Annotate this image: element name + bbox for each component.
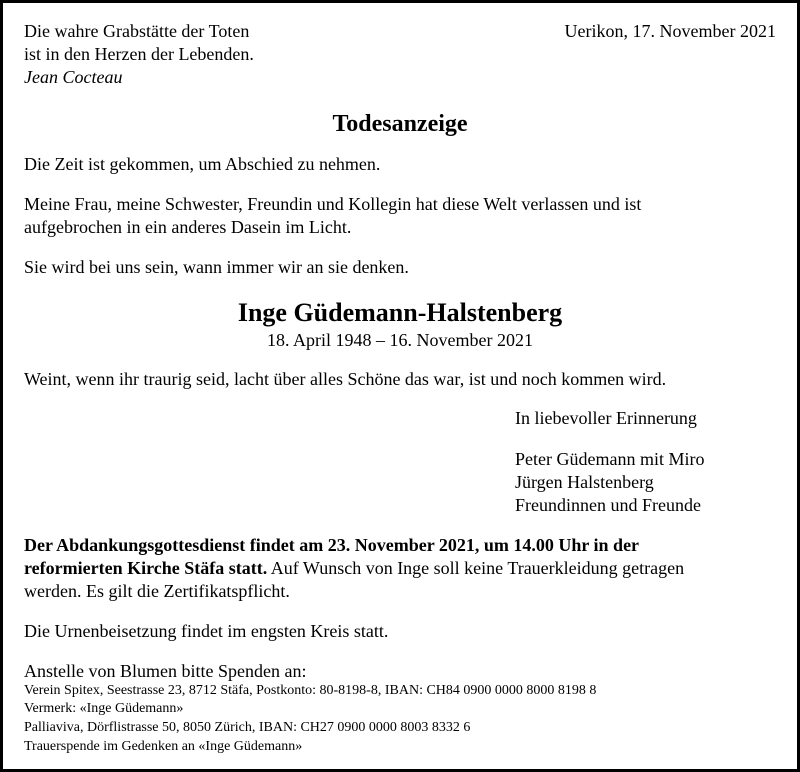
intro-paragraph-2-line-1: Meine Frau, meine Schwester, Freundin und Kollegin hat diese Welt verlassen und ist	[24, 194, 642, 214]
service-line-2	[24, 557, 684, 579]
intro-paragraph-2-line-2: aufgebrochen in ein anderes Dasein im Licht.	[24, 217, 352, 237]
donation-line-4: Trauerspende im Gedenken an «Inge Güdemann»	[24, 739, 303, 754]
deceased-dates: 18. April 1948 – 16. November 2021	[267, 330, 533, 350]
memory-line: In liebevoller Erinnerung	[515, 408, 697, 428]
service-line-2-normal: Auf Wunsch von Inge soll keine Trauerkleidung getragen	[267, 558, 685, 578]
place-date: Uerikon, 17. November 2021	[564, 21, 776, 41]
notice-heading: Todesanzeige	[332, 111, 468, 137]
donation-line-3: Palliaviva, Dörflistrasse 50, 8050 Zürich, IBAN: CH27 0900 0000 8003 8332 6	[24, 720, 471, 735]
intro-paragraph-1: Die Zeit ist gekommen, um Abschied zu nehmen.	[24, 154, 381, 174]
verse: Weint, wenn ihr traurig seid, lacht über alles Schöne das war, ist und noch kommen wird.	[24, 369, 667, 389]
burial-info: Die Urnenbeisetzung findet im engsten Kreis statt.	[24, 621, 389, 641]
service-line-2-bold: reformierten Kirche Stäfa statt.	[24, 558, 268, 578]
quote-author: Jean Cocteau	[24, 67, 123, 87]
service-line-1: Der Abdankungsgottesdienst findet am 23. November 2021, um 14.00 Uhr in der	[24, 535, 640, 555]
quote-line-2: ist in den Herzen der Lebenden.	[24, 44, 254, 64]
donations-intro: Anstelle von Blumen bitte Spenden an:	[24, 661, 307, 681]
mourner-3: Freundinnen und Freunde	[515, 495, 701, 515]
mourner-1: Peter Güdemann mit Miro	[515, 449, 705, 469]
donation-line-2: Vermerk: «Inge Güdemann»	[24, 701, 184, 716]
donation-line-1: Verein Spitex, Seestrasse 23, 8712 Stäfa, Postkonto: 80-8198-8, IBAN: CH84 0900 0000 8000 8198 8	[24, 683, 597, 698]
intro-paragraph-3: Sie wird bei uns sein, wann immer wir an sie denken.	[24, 257, 409, 277]
deceased-name: Inge Güdemann-Halstenberg	[237, 298, 563, 327]
service-line-3: werden. Es gilt die Zertifikatspflicht.	[24, 581, 290, 601]
mourner-2: Jürgen Halstenberg	[515, 472, 654, 492]
quote-line-1: Die wahre Grabstätte der Toten	[24, 21, 250, 41]
